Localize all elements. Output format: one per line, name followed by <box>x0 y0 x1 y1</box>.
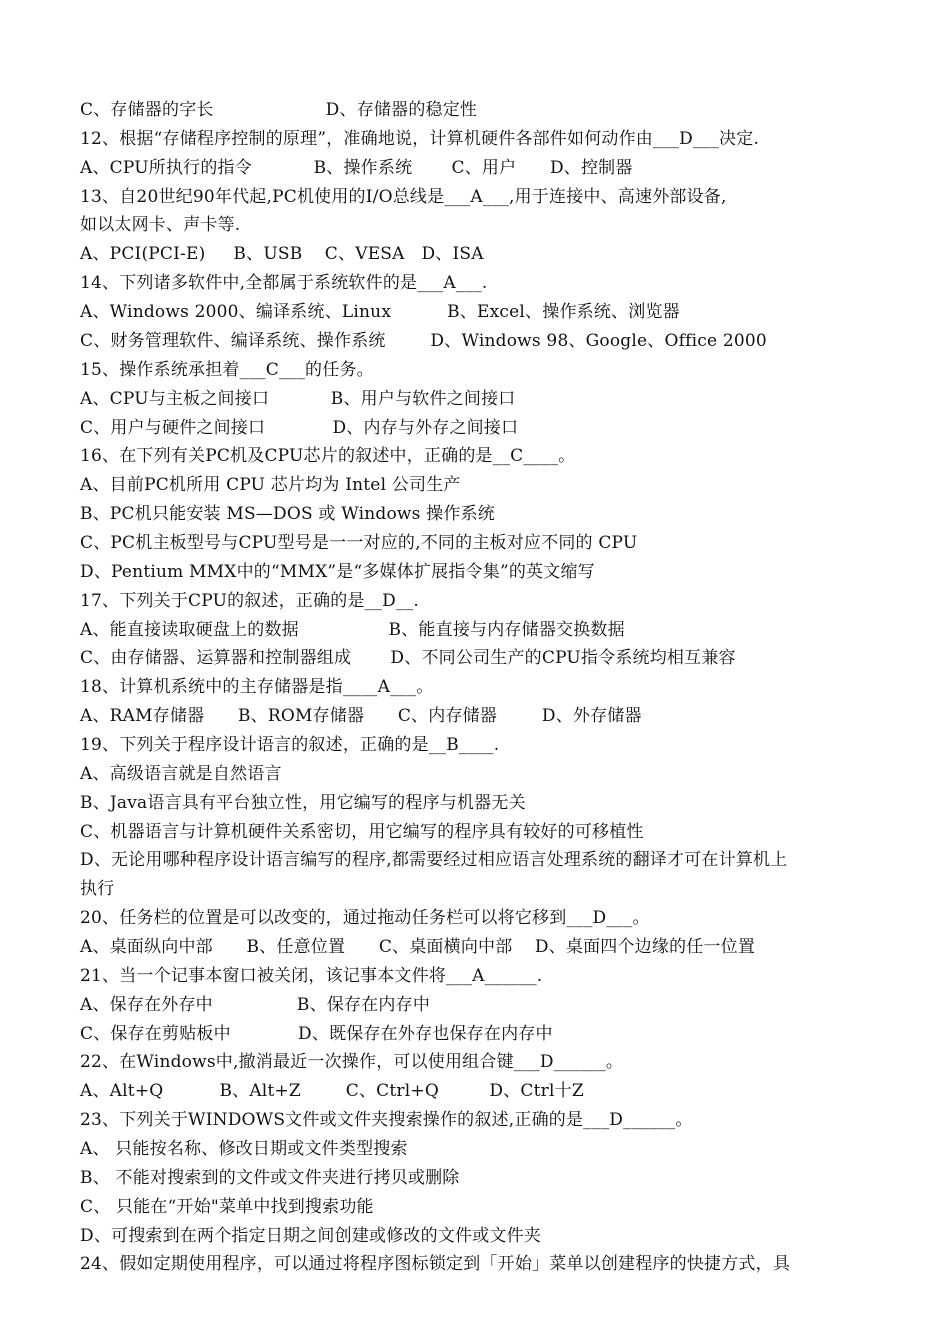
text-line: A、 只能按名称、修改日期或文件类型搜索 <box>80 1139 408 1159</box>
text-line: A、桌面纵向中部 B、任意位置 C、桌面横向中部 D、桌面四个边缘的任一位置 <box>80 936 756 957</box>
text-line: A、能直接读取硬盘上的数据 B、能直接与内存储器交换数据 <box>80 619 625 640</box>
text-line: A、CPU与主板之间接口 B、用户与软件之间接口 <box>80 388 516 409</box>
text-line: 12、根据“存储程序控制的原理”，准确地说，计算机硬件各部件如何动作由___D___决定. <box>80 128 760 149</box>
text-line: C、用户与硬件之间接口 D、内存与外存之间接口 <box>80 417 519 438</box>
text-line: A、RAM存储器 B、ROM存储器 C、内存储器 D、外存储器 <box>80 706 642 727</box>
text-line: B、PC机只能安装 MS—DOS 或 Windows 操作系统 <box>80 504 495 524</box>
text-line: D、Pentium MMX中的“MMX”是“多媒体扩展指令集”的英文缩写 <box>80 561 595 582</box>
text-line: 13、自20世纪90年代起,PC机使用的I/O总线是___A___,用于连接中、高速外部设备, <box>80 186 727 207</box>
text-line: D、可搜索到在两个指定日期之间创建或修改的文件或文件夹 <box>80 1225 542 1246</box>
text-line: 执行 <box>80 879 115 900</box>
text-line: C、由存储器、运算器和控制器组成 D、不同公司生产的CPU指令系统均相互兼容 <box>80 648 736 669</box>
text-line: 17、下列关于CPU的叙述，正确的是__D__. <box>80 590 419 611</box>
text-line: C、 只能在“开始"菜单中找到搜索功能 <box>80 1196 374 1217</box>
text-line: 16、在下列有关PC机及CPU芯片的叙述中，正确的是__C____。 <box>80 446 576 467</box>
text-line: 22、在Windows中,撤消最近一次操作，可以使用组合键___D______。 <box>80 1052 624 1073</box>
text-line: A、Alt+Q B、Alt+Z C、Ctrl+Q D、Ctrl十Z <box>80 1081 584 1102</box>
text-line: B、Java语言具有平台独立性，用它编写的程序与机器无关 <box>80 792 526 813</box>
text-line: 如以太网卡、声卡等. <box>80 215 241 236</box>
text-line: A、高级语言就是自然语言 <box>80 763 282 784</box>
text-line: 15、操作系统承担着___C___的任务。 <box>80 359 374 380</box>
text-line: C、机器语言与计算机硬件关系密切，用它编写的程序具有较好的可移植性 <box>80 821 644 842</box>
text-line: A、保存在外存中 B、保存在内存中 <box>80 994 431 1015</box>
text-line: 20、任务栏的位置是可以改变的，通过拖动任务栏可以将它移到___D___。 <box>80 908 650 929</box>
text-line: A、Windows 2000、编译系统、Linux B、Excel、操作系统、浏览器 <box>80 302 680 322</box>
text-line: A、目前PC机所用 CPU 芯片均为 Intel 公司生产 <box>80 475 461 496</box>
text-line: 19、下列关于程序设计语言的叙述，正确的是__B____. <box>80 734 500 755</box>
text-line: C、存储器的字长 D、存储器的稳定性 <box>80 100 478 120</box>
text-line: C、保存在剪贴板中 D、既保存在外存也保存在内存中 <box>80 1023 553 1044</box>
text-line: D、无论用哪种程序设计语言编写的程序,都需要经过相应语言处理系统的翻译才可在计算机上 <box>80 850 788 871</box>
text-line: C、财务管理软件、编译系统、操作系统 D、Windows 98、Google、Office 2000 <box>80 330 767 351</box>
text-line: A、CPU所执行的指令 B、操作系统 C、用户 D、控制器 <box>80 157 633 178</box>
text-line: 24、假如定期使用程序，可以通过将程序图标锁定到「开始」菜单以创建程序的快捷方式，具 <box>80 1254 791 1275</box>
text-line: A、PCI(PCI-E) B、USB C、VESA D、ISA <box>80 244 484 265</box>
text-line: 14、下列诸多软件中,全都属于系统软件的是___A___. <box>80 273 488 294</box>
text-line: 18、计算机系统中的主存储器是指____A___。 <box>80 677 434 698</box>
text-line: B、 不能对搜索到的文件或文件夹进行拷贝或删除 <box>80 1167 460 1188</box>
text-line: 21、当一个记事本窗口被关闭，该记事本文件将___A______. <box>80 965 543 986</box>
text-line: 23、下列关于WINDOWS文件或文件夹搜索操作的叙述,正确的是___D______。 <box>80 1110 693 1131</box>
text-line: C、PC机主板型号与CPU型号是一一对应的,不同的主板对应不同的 CPU <box>80 532 638 553</box>
